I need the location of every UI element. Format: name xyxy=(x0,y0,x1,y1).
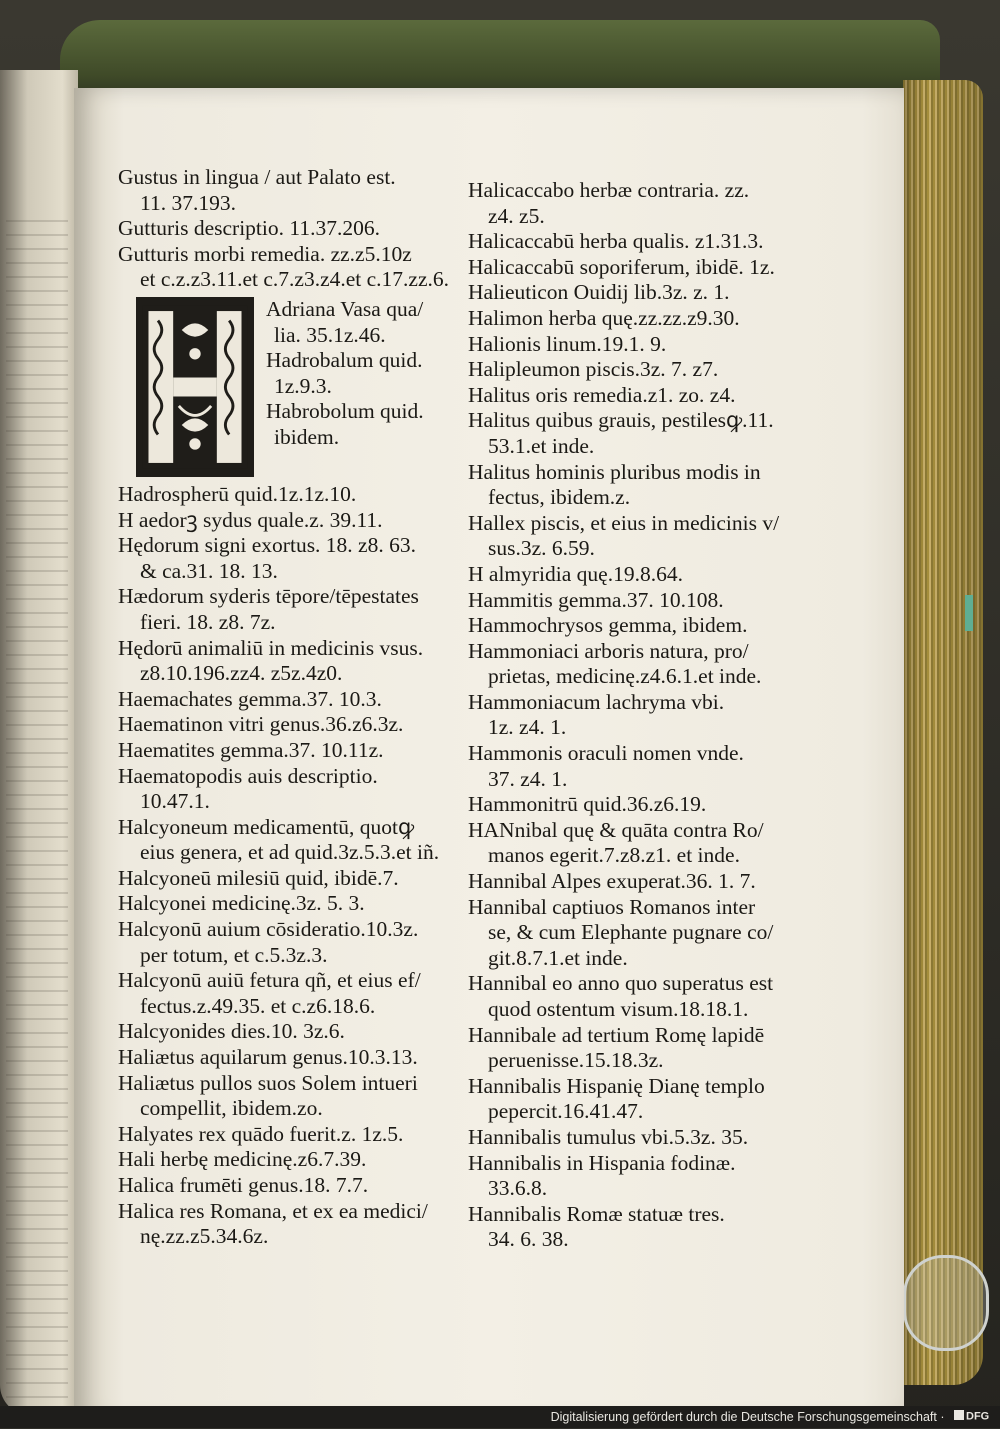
entry-headword-line: Hędorū animaliū in medicinis vsus. xyxy=(118,635,424,660)
entry-headword-line: Hallex piscis, et eius in medicinis v/ xyxy=(468,510,780,535)
entry-headword-line: Hędorum signi exortus. 18. z8. 63. xyxy=(118,533,416,558)
entry-headword-line: Hammonitrū quid.36.z6.19. xyxy=(468,792,707,817)
entry-headword-line: Hammoniacum lachryma vbi. xyxy=(468,689,725,714)
entry-continuation-line: 10.47.1. xyxy=(140,789,210,814)
index-entry xyxy=(468,690,828,741)
index-entry xyxy=(118,1122,468,1148)
entry-headword-line: Hammitis gemma.37. 10.108. xyxy=(468,587,724,612)
entry-continuation-line: 1z.9.3. xyxy=(274,373,332,398)
entry-continuation-line: git.8.7.1.et inde. xyxy=(488,945,628,970)
facing-page-edge xyxy=(0,70,78,1415)
index-entry xyxy=(468,1125,828,1151)
entry-continuation-line: sus.3z. 6.59. xyxy=(488,536,595,561)
decorated-initial-block xyxy=(118,297,468,482)
index-entry xyxy=(468,1151,828,1202)
index-entry xyxy=(118,533,468,584)
index-entry xyxy=(118,1019,468,1045)
index-entry xyxy=(468,895,828,972)
entry-continuation-line: & ca.31. 18. 13. xyxy=(140,558,278,583)
entry-headword-line: Hannibalis Romæ statuæ tres. xyxy=(468,1201,725,1226)
entry-headword-line: Hadrobalum quid. xyxy=(266,348,423,373)
entry-continuation-line: 53.1.et inde. xyxy=(488,433,595,458)
index-entry xyxy=(118,1045,468,1071)
entry-headword-line: Halcyonei medicinę.3z. 5. 3. xyxy=(118,891,365,916)
index-entry xyxy=(118,1199,468,1250)
entry-continuation-line: fectus.z.49.35. et c.z6.18.6. xyxy=(140,993,376,1018)
entry-continuation-line: nę.zz.z5.34.6z. xyxy=(140,1224,269,1249)
index-entry xyxy=(266,348,476,399)
page-marker-tab xyxy=(965,595,973,631)
index-entry xyxy=(468,818,828,869)
index-entry xyxy=(118,917,468,968)
entry-headword-line: Hali herbę medicinę.z6.7.39. xyxy=(118,1147,367,1172)
index-entry xyxy=(266,399,476,450)
entry-continuation-line: 11. 37.193. xyxy=(140,190,236,215)
index-entry xyxy=(118,738,468,764)
index-entry xyxy=(468,562,828,588)
index-entry xyxy=(118,584,468,635)
index-entry xyxy=(118,508,468,534)
entry-headword-line: Adriana Vasa qua/ xyxy=(266,296,424,321)
index-column-right xyxy=(468,178,828,1253)
entry-headword-line: Gutturis morbi remedia. zz.z5.10z xyxy=(118,241,412,266)
index-entry xyxy=(118,687,468,713)
index-entry xyxy=(118,242,468,293)
index-entry xyxy=(468,741,828,792)
entry-headword-line: Halieuticon Ouidij lib.3z. z. 1. xyxy=(468,280,730,305)
entry-headword-line: Halcyoneum medicamentū, quotꝙ xyxy=(118,814,415,839)
index-entry xyxy=(468,613,828,639)
index-entry xyxy=(118,165,468,216)
index-entry xyxy=(468,383,828,409)
index-column-left xyxy=(118,165,468,1250)
index-entry xyxy=(118,1147,468,1173)
index-entry xyxy=(118,968,468,1019)
index-entry xyxy=(468,792,828,818)
index-entry xyxy=(118,866,468,892)
entry-continuation-line: z8.10.196.zz4. z5z.4z0. xyxy=(140,661,343,686)
entry-continuation-line: quod ostentum visum.18.18.1. xyxy=(488,997,749,1021)
entry-headword-line: Hannibale ad tertium Romę lapidē xyxy=(468,1022,765,1047)
entry-headword-line: Haemachates gemma.37. 10.3. xyxy=(118,686,382,711)
entry-headword-line: Halicaccabo herbæ contraria. zz. xyxy=(468,178,750,202)
index-entry xyxy=(118,764,468,815)
entry-continuation-line: fectus, ibidem.z. xyxy=(488,485,631,510)
index-entry xyxy=(468,306,828,332)
index-entry xyxy=(468,869,828,895)
entry-headword-line: Hammoniaci arboris natura, pro/ xyxy=(468,638,749,663)
entry-headword-line: Hannibalis Hispanię Dianę templo xyxy=(468,1073,765,1098)
index-entry xyxy=(118,636,468,687)
entry-headword-line: H aedorꝫ sydus quale.z. 39.11. xyxy=(118,507,383,532)
index-entry xyxy=(118,482,468,508)
entry-headword-line: Hammochrysos gemma, ibidem. xyxy=(468,613,748,638)
book-clip xyxy=(903,1255,989,1351)
entry-headword-line: Halicaccabū herba qualis. z1.31.3. xyxy=(468,229,764,254)
entry-continuation-line: se, & cum Elephante pugnare co/ xyxy=(488,920,774,945)
index-entry xyxy=(468,357,828,383)
entry-headword-line: Gustus in lingua / aut Palato est. xyxy=(118,165,396,189)
entry-headword-line: Haematites gemma.37. 10.11z. xyxy=(118,737,384,762)
index-entry xyxy=(468,1074,828,1125)
index-entry xyxy=(468,971,828,1022)
entry-headword-line: Hannibal Alpes exuperat.36. 1. 7. xyxy=(468,869,756,894)
index-entry xyxy=(468,255,828,281)
index-entry xyxy=(118,1071,468,1122)
entry-headword-line: Hædorum syderis tēpore/tēpestates xyxy=(118,584,419,609)
dfg-logo-icon xyxy=(954,1407,992,1429)
footer-text: Digitalisierung gefördert durch die Deutsche Forschungsgemeinschaft · xyxy=(550,1410,945,1424)
index-entry xyxy=(468,332,828,358)
index-entry xyxy=(118,891,468,917)
entry-headword-line: H almyridia quę.19.8.64. xyxy=(468,561,683,586)
entry-headword-line: Hammonis oraculi nomen vnde. xyxy=(468,741,744,766)
entry-headword-line: Halcyonū auiū fetura qñ, et eius ef/ xyxy=(118,968,421,993)
index-entry xyxy=(118,815,468,866)
entry-headword-line: Halimon herba quę.zz.zz.z9.30. xyxy=(468,305,740,330)
entry-continuation-line: prietas, medicinę.z4.6.1.et inde. xyxy=(488,664,762,689)
entry-headword-line: Halica res Romana, et ex ea medici/ xyxy=(118,1198,428,1223)
entry-headword-line: Hannibalis in Hispania fodinæ. xyxy=(468,1150,736,1175)
entry-continuation-line: fieri. 18. z8. 7z. xyxy=(140,609,276,634)
entry-headword-line: Haematopodis auis descriptio. xyxy=(118,763,378,788)
entry-headword-line: Hannibal eo anno quo superatus est xyxy=(468,971,774,996)
entry-continuation-line: pepercit.16.41.47. xyxy=(488,1099,644,1124)
entry-headword-line: Halcyonū auium cōsideratio.10.3z. xyxy=(118,917,419,942)
entry-continuation-line: ibidem. xyxy=(274,424,340,449)
index-entry xyxy=(468,460,828,511)
entry-continuation-line: peruenisse.15.18.3z. xyxy=(488,1048,664,1073)
index-entry xyxy=(468,588,828,614)
entry-headword-line: HANnibal quę & quāta contra Ro/ xyxy=(468,817,764,842)
entry-headword-line: Hannibalis tumulus vbi.5.3z. 35. xyxy=(468,1124,749,1149)
index-entry xyxy=(118,712,468,738)
entry-headword-line: Habrobolum quid. xyxy=(266,399,424,424)
entry-headword-line: Gutturis descriptio. 11.37.206. xyxy=(118,216,380,241)
entry-continuation-line: 37. z4. 1. xyxy=(488,766,568,791)
entry-continuation-line: compellit, ibidem.zo. xyxy=(140,1096,323,1121)
entry-headword-line: Halcyoneū milesiū quid, ibidē.7. xyxy=(118,865,399,890)
index-entry xyxy=(468,511,828,562)
index-entry xyxy=(468,1202,828,1253)
entry-headword-line: Halitus hominis pluribus modis in xyxy=(468,459,761,484)
index-entry xyxy=(118,216,468,242)
dfg-logo-text: DFG xyxy=(966,1410,990,1422)
index-entry xyxy=(468,229,828,255)
entry-headword-line: Haematinon vitri genus.36.z6.3z. xyxy=(118,712,404,737)
entry-continuation-line: manos egerit.7.z8.z1. et inde. xyxy=(488,843,740,868)
index-entry xyxy=(266,297,476,348)
entry-headword-line: Halionis linum.19.1. 9. xyxy=(468,331,667,356)
index-entry xyxy=(118,1173,468,1199)
entry-headword-line: Halcyonides dies.10. 3z.6. xyxy=(118,1019,345,1044)
entry-headword-line: Halicaccabū soporiferum, ibidē. 1z. xyxy=(468,254,775,279)
entry-headword-line: Haliætus aquilarum genus.10.3.13. xyxy=(118,1045,418,1070)
entry-continuation-line: eius genera, et ad quid.3z.5.3.et iñ. xyxy=(140,840,440,865)
decorated-initial-h-icon xyxy=(136,297,254,477)
entry-headword-line: Halipleumon piscis.3z. 7. z7. xyxy=(468,357,719,382)
entry-headword-line: Haliætus pullos suos Solem intueri xyxy=(118,1070,418,1095)
entry-headword-line: Hadrospherū quid.1z.1z.10. xyxy=(118,481,357,506)
entry-continuation-line: 33.6.8. xyxy=(488,1176,548,1201)
entry-headword-line: Halitus quibus grauis, pestilesꝙ.11. xyxy=(468,408,774,433)
entry-continuation-line: et c.z.z3.11.et c.7.z3.z4.et c.17.zz.6. xyxy=(140,267,450,292)
entry-continuation-line: z4. z5. xyxy=(488,203,545,228)
entry-headword-line: Hannibal captiuos Romanos inter xyxy=(468,894,756,919)
entry-continuation-line: lia. 35.1z.46. xyxy=(274,322,386,347)
index-entry xyxy=(468,280,828,306)
entry-headword-line: Halica frumēti genus.18. 7.7. xyxy=(118,1173,369,1197)
index-entry xyxy=(468,178,828,229)
digitization-footer xyxy=(0,1406,1000,1428)
entry-continuation-line: 34. 6. 38. xyxy=(488,1227,569,1252)
index-entry xyxy=(468,639,828,690)
entry-headword-line: Halitus oris remedia.z1. zo. z4. xyxy=(468,382,736,407)
entry-headword-line: Halyates rex quādo fuerit.z. 1z.5. xyxy=(118,1121,404,1146)
index-entry xyxy=(468,1023,828,1074)
entry-continuation-line: per totum, et c.5.3z.3. xyxy=(140,942,328,967)
entry-continuation-line: 1z. z4. 1. xyxy=(488,715,567,740)
index-entry xyxy=(468,408,828,459)
